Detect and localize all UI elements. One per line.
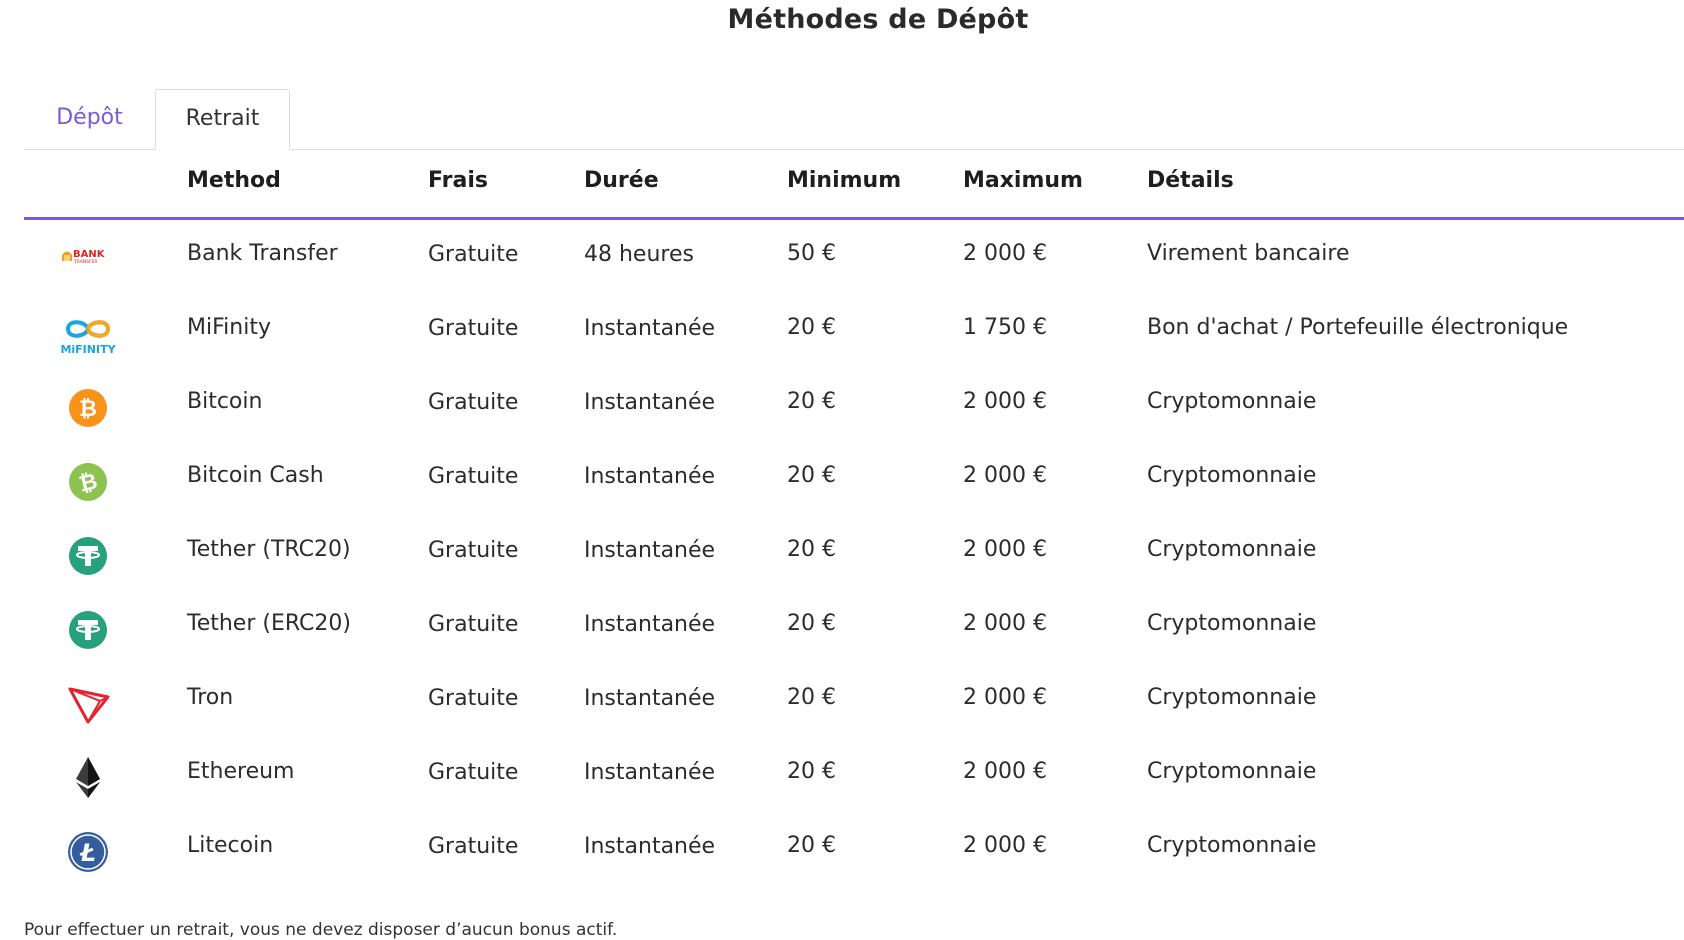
bank-transfer-icon xyxy=(58,233,118,285)
table-row xyxy=(24,221,1684,295)
fee-value: Gratuite xyxy=(428,390,519,415)
fee-value: Gratuite xyxy=(428,834,519,859)
minimum-value: 20 € xyxy=(787,611,836,636)
tether-icon xyxy=(58,603,118,655)
details-value: Bon d'achat / Portefeuille électronique xyxy=(1147,315,1569,340)
duration-value: Instantanée xyxy=(584,760,716,785)
duration-value: Instantanée xyxy=(584,390,716,415)
column-header-details: Détails xyxy=(1147,168,1234,193)
details-value: Cryptomonnaie xyxy=(1147,537,1317,562)
svg-text:₿: ₿ xyxy=(76,469,101,498)
duration-value: 48 heures xyxy=(584,242,694,267)
tether-icon xyxy=(58,529,118,581)
duration-value: Instantanée xyxy=(584,612,716,637)
mifinity-logo-text: MiFINITY xyxy=(60,343,116,356)
column-header-method: Method xyxy=(187,168,281,193)
method-name: Ethereum xyxy=(187,759,295,784)
details-value: Cryptomonnaie xyxy=(1147,463,1317,488)
tab-depot[interactable]: Dépôt xyxy=(56,105,123,130)
table-row xyxy=(24,665,1684,739)
ethereum-icon xyxy=(58,751,118,803)
maximum-value: 2 000 € xyxy=(963,833,1047,858)
fee-value: Gratuite xyxy=(428,464,519,489)
details-value: Virement bancaire xyxy=(1147,241,1350,266)
maximum-value: 1 750 € xyxy=(963,315,1047,340)
duration-value: Instantanée xyxy=(584,538,716,563)
duration-value: Instantanée xyxy=(584,834,716,859)
maximum-value: 2 000 € xyxy=(963,759,1047,784)
svg-text:Ł: Ł xyxy=(80,839,96,867)
fee-value: Gratuite xyxy=(428,612,519,637)
column-header-maximum: Maximum xyxy=(963,168,1083,193)
footer-note: Pour effectuer un retrait, vous ne devez disposer d’aucun bonus actif. xyxy=(24,920,618,940)
maximum-value: 2 000 € xyxy=(963,463,1047,488)
details-value: Cryptomonnaie xyxy=(1147,389,1317,414)
table-row xyxy=(24,295,1684,369)
table-row xyxy=(24,369,1684,443)
minimum-value: 20 € xyxy=(787,315,836,340)
minimum-value: 20 € xyxy=(787,833,836,858)
method-name: Bitcoin xyxy=(187,389,263,414)
details-value: Cryptomonnaie xyxy=(1147,611,1317,636)
litecoin-icon xyxy=(58,825,118,877)
minimum-value: 50 € xyxy=(787,241,836,266)
minimum-value: 20 € xyxy=(787,389,836,414)
maximum-value: 2 000 € xyxy=(963,241,1047,266)
fee-value: Gratuite xyxy=(428,686,519,711)
bitcoin-icon xyxy=(58,381,118,433)
table-row xyxy=(24,813,1684,887)
bank-transfer-logo-text: BANK xyxy=(73,249,105,260)
method-name: MiFinity xyxy=(187,315,271,340)
duration-value: Instantanée xyxy=(584,686,716,711)
table-row xyxy=(24,739,1684,813)
duration-value: Instantanée xyxy=(584,464,716,489)
duration-value: Instantanée xyxy=(584,316,716,341)
details-value: Cryptomonnaie xyxy=(1147,685,1317,710)
fee-value: Gratuite xyxy=(428,316,519,341)
method-name: Tron xyxy=(187,685,234,710)
mifinity-icon xyxy=(58,307,118,359)
tab-bar xyxy=(24,89,1684,150)
fee-value: Gratuite xyxy=(428,538,519,563)
method-name: Tether (TRC20) xyxy=(187,537,351,562)
table-row xyxy=(24,443,1684,517)
minimum-value: 20 € xyxy=(787,685,836,710)
page-title: Méthodes de Dépôt xyxy=(727,4,1029,35)
bank-transfer-logo-subtext: TRANSFER xyxy=(74,260,98,265)
bitcoin-cash-icon xyxy=(58,455,118,507)
table-row xyxy=(24,591,1684,665)
maximum-value: 2 000 € xyxy=(963,611,1047,636)
maximum-value: 2 000 € xyxy=(963,537,1047,562)
fee-value: Gratuite xyxy=(428,242,519,267)
details-value: Cryptomonnaie xyxy=(1147,833,1317,858)
tron-icon xyxy=(58,677,118,729)
fee-value: Gratuite xyxy=(428,760,519,785)
table-body xyxy=(24,221,1684,887)
method-name: Tether (ERC20) xyxy=(187,611,351,636)
maximum-value: 2 000 € xyxy=(963,685,1047,710)
svg-text:₿: ₿ xyxy=(79,397,97,422)
tab-retrait[interactable]: Retrait xyxy=(155,89,290,150)
column-header-frais: Frais xyxy=(428,168,488,193)
column-header-minimum: Minimum xyxy=(787,168,902,193)
method-name: Litecoin xyxy=(187,833,274,858)
maximum-value: 2 000 € xyxy=(963,389,1047,414)
minimum-value: 20 € xyxy=(787,537,836,562)
method-name: Bank Transfer xyxy=(187,241,338,266)
minimum-value: 20 € xyxy=(787,759,836,784)
details-value: Cryptomonnaie xyxy=(1147,759,1317,784)
table-row xyxy=(24,517,1684,591)
method-name: Bitcoin Cash xyxy=(187,463,324,488)
table-header xyxy=(24,150,1684,220)
column-header-duree: Durée xyxy=(584,168,659,193)
minimum-value: 20 € xyxy=(787,463,836,488)
